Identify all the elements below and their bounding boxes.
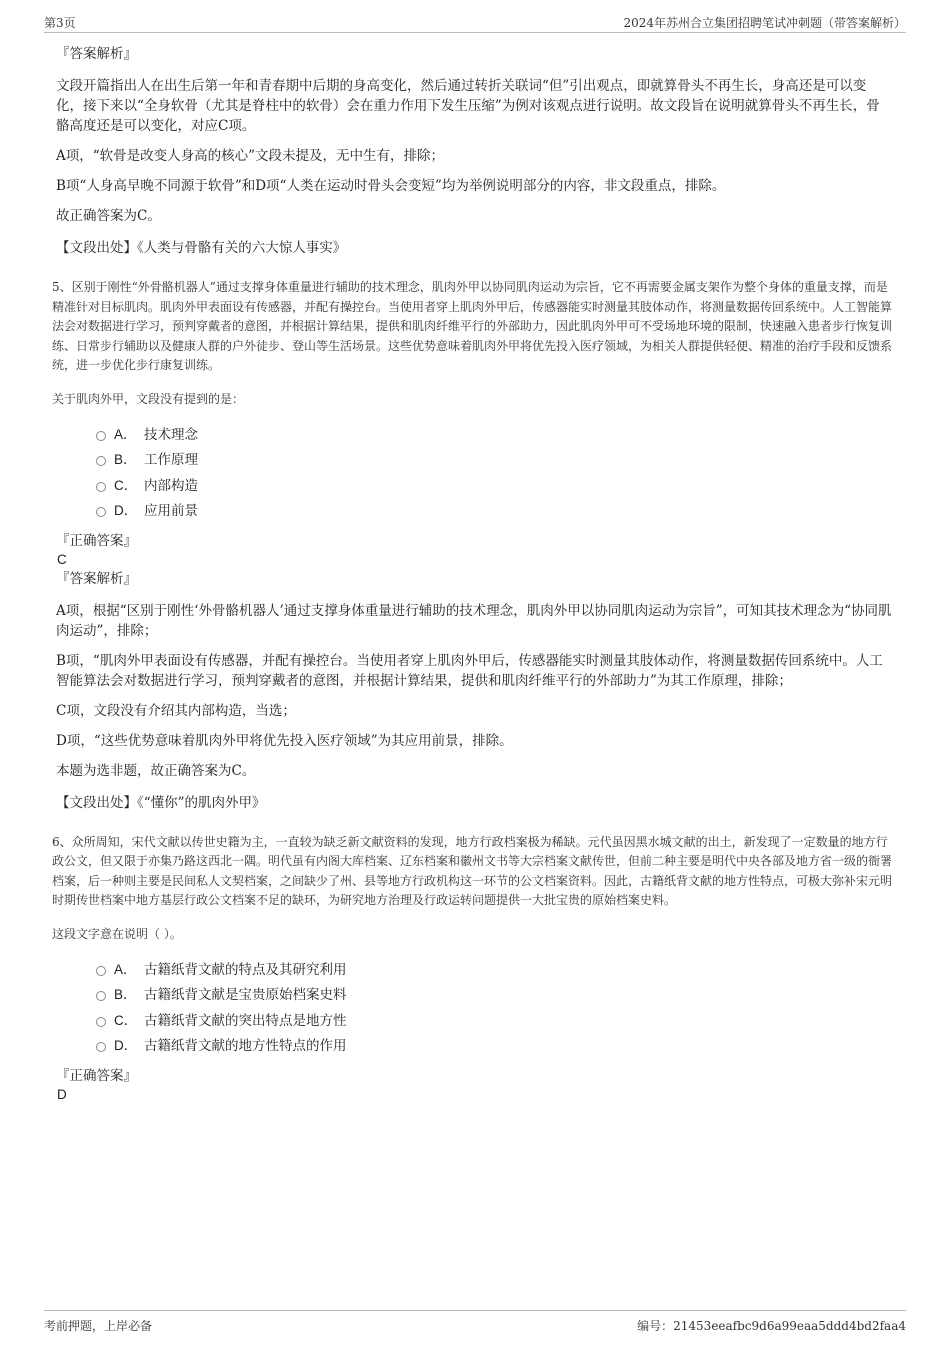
- option-d[interactable]: D． 应用前景: [52, 498, 902, 524]
- question-5-prompt: 关于肌肉外甲，文段没有提到的是：: [52, 391, 245, 406]
- radio-icon[interactable]: [96, 1017, 106, 1027]
- analysis-paragraph: D项，“这些优势意味着肌肉外甲将优先投入医疗领域”为其应用前景，排除。: [56, 732, 513, 749]
- radio-icon[interactable]: [96, 991, 106, 1001]
- radio-icon[interactable]: [96, 456, 106, 466]
- option-a[interactable]: A． 技术理念: [52, 422, 902, 448]
- correct-answer: C: [57, 551, 67, 567]
- option-c[interactable]: C． 内部构造: [52, 473, 902, 499]
- question-6-options: [52, 957, 902, 1059]
- option-a[interactable]: A． 古籍纸背文献的特点及其研究利用: [52, 957, 902, 983]
- question-6-prompt: 这段文字意在说明（ ）。: [52, 926, 182, 941]
- analysis-paragraph: B项“人身高早晚不同源于软骨”和D项“人类在运动时骨头会变短”均为举例说明部分的内容，非文段重点，排除。: [56, 178, 726, 194]
- radio-icon[interactable]: [96, 966, 106, 976]
- document-code: 编号：21453eeafbc9d6a99eaa5ddd4bd2faa4: [637, 1319, 906, 1333]
- analysis-paragraph: A项，“软骨是改变人身高的核心”文段未提及，无中生有，排除；: [56, 148, 445, 164]
- radio-icon[interactable]: [96, 507, 106, 517]
- radio-icon[interactable]: [96, 1042, 106, 1052]
- analysis-paragraph: C项，文段没有介绍其内部构造，当选；: [56, 702, 296, 719]
- option-c[interactable]: C． 古籍纸背文献的突出特点是地方性: [52, 1008, 902, 1034]
- radio-icon[interactable]: [96, 431, 106, 441]
- correct-answer: D: [57, 1086, 67, 1102]
- analysis-paragraph: B项，“肌肉外甲表面设有传感器，并配有操控台。当使用者穿上肌肉外甲后，传感器能实时测量其肢体动作，将测量数据传回系统中。人工智能算法会对数据进行学习，预判穿戴者的意图，并根据计算结果，提供和肌肉纤维平行的外部助力”为其工作原理，排除；: [56, 652, 883, 689]
- analysis-label: 『答案解析』: [56, 46, 137, 62]
- source-citation: 【文段出处】《“懂你”的肌肉外甲》: [56, 794, 266, 811]
- correct-answer-label: 『正确答案』: [56, 1067, 137, 1084]
- question-5-options: [52, 422, 902, 524]
- page-footer: [44, 1310, 906, 1335]
- page-number: 第3页: [44, 16, 76, 30]
- correct-answer-label: 『正确答案』: [56, 532, 137, 549]
- option-d[interactable]: D． 古籍纸背文献的地方性特点的作用: [52, 1033, 902, 1059]
- analysis-paragraph: 故正确答案为C。: [56, 208, 161, 224]
- analysis-label: 『答案解析』: [56, 570, 137, 587]
- source-citation: 【文段出处】《人类与骨骼有关的六大惊人事实》: [56, 240, 347, 256]
- question-5-text: 5、区别于刚性“外骨骼机器人”通过支撑身体重量进行辅助的技术理念，肌肉外甲以协同肌肉运动为宗旨，它不再需要金属支架作为整个身体的重量支撑，而是精准针对目标肌肉。肌肉外甲表面设有传感器，并配有操控台。当使用者穿上肌肉外甲后，传感器能实时测量其肢体动作，将测量数据传回系统中。人工智能算法会对数据进行学习，预判穿戴者的意图，并根据计算结果，提供和肌肉纤维平行的外部助力，因此肌肉外甲可不受场地环境的限制，快速融入患者步行恢复训练、日常步行辅助以及健康人群的户外徒步、登山等生活场景。这些优势意味着肌肉外甲将优先投入医疗领域，为相关人群提供轻便、精准的治疗手段和反馈系统，进一步优化步行康复训练。: [52, 280, 893, 372]
- analysis-paragraph: 本题为选非题，故正确答案为C。: [56, 762, 256, 779]
- footer-slogan: 考前押题，上岸必备: [44, 1319, 153, 1333]
- radio-icon[interactable]: [96, 482, 106, 492]
- page-header: [44, 10, 906, 33]
- document-title: 2024年苏州合立集团招聘笔试冲刺题（带答案解析）: [623, 16, 906, 30]
- analysis-paragraph: A项，根据“区别于刚性‘外骨骼机器人’通过支撑身体重量进行辅助的技术理念，肌肉外甲以协同肌肉运动为宗旨”，可知其技术理念为“协同肌肉运动”，排除；: [56, 602, 892, 639]
- option-b[interactable]: B． 工作原理: [52, 447, 902, 473]
- page-content: [52, 44, 902, 1104]
- option-b[interactable]: B． 古籍纸背文献是宝贵原始档案史料: [52, 982, 902, 1008]
- question-6-text: 6、众所周知，宋代文献以传世史籍为主，一直较为缺乏新文献资料的发现，地方行政档案极为稀缺。元代虽因黑水城文献的出土，新发现了一定数量的地方行政公文，但又限于亦集乃路这西北一隅。明代虽有内阁大库档案、辽东档案和徽州文书等大宗档案文献传世，但前二种主要是明代中央各部及地方省一级的衙署档案，后一种则主要是民间私人文契档案，之间缺少了州、县等地方行政机构这一环节的公文档案资料。因此，古籍纸背文献的地方性特点，可极大弥补宋元明时期传世档案中地方基层行政公文档案不足的缺环，为研究地方治理及行政运转问题提供一大批宝贵的原始档案史料。: [52, 834, 893, 907]
- analysis-paragraph: 文段开篇指出人在出生后第一年和青春期中后期的身高变化，然后通过转折关联词“但”引出观点，即就算骨头不再生长，身高还是可以变化，接下来以“全身软骨（尤其是脊柱中的软骨）会在重力作用下发生压缩”为例对该观点进行说明。故文段旨在说明就算骨头不再生长，骨骼高度还是可以变化，对应C项。: [56, 78, 880, 134]
